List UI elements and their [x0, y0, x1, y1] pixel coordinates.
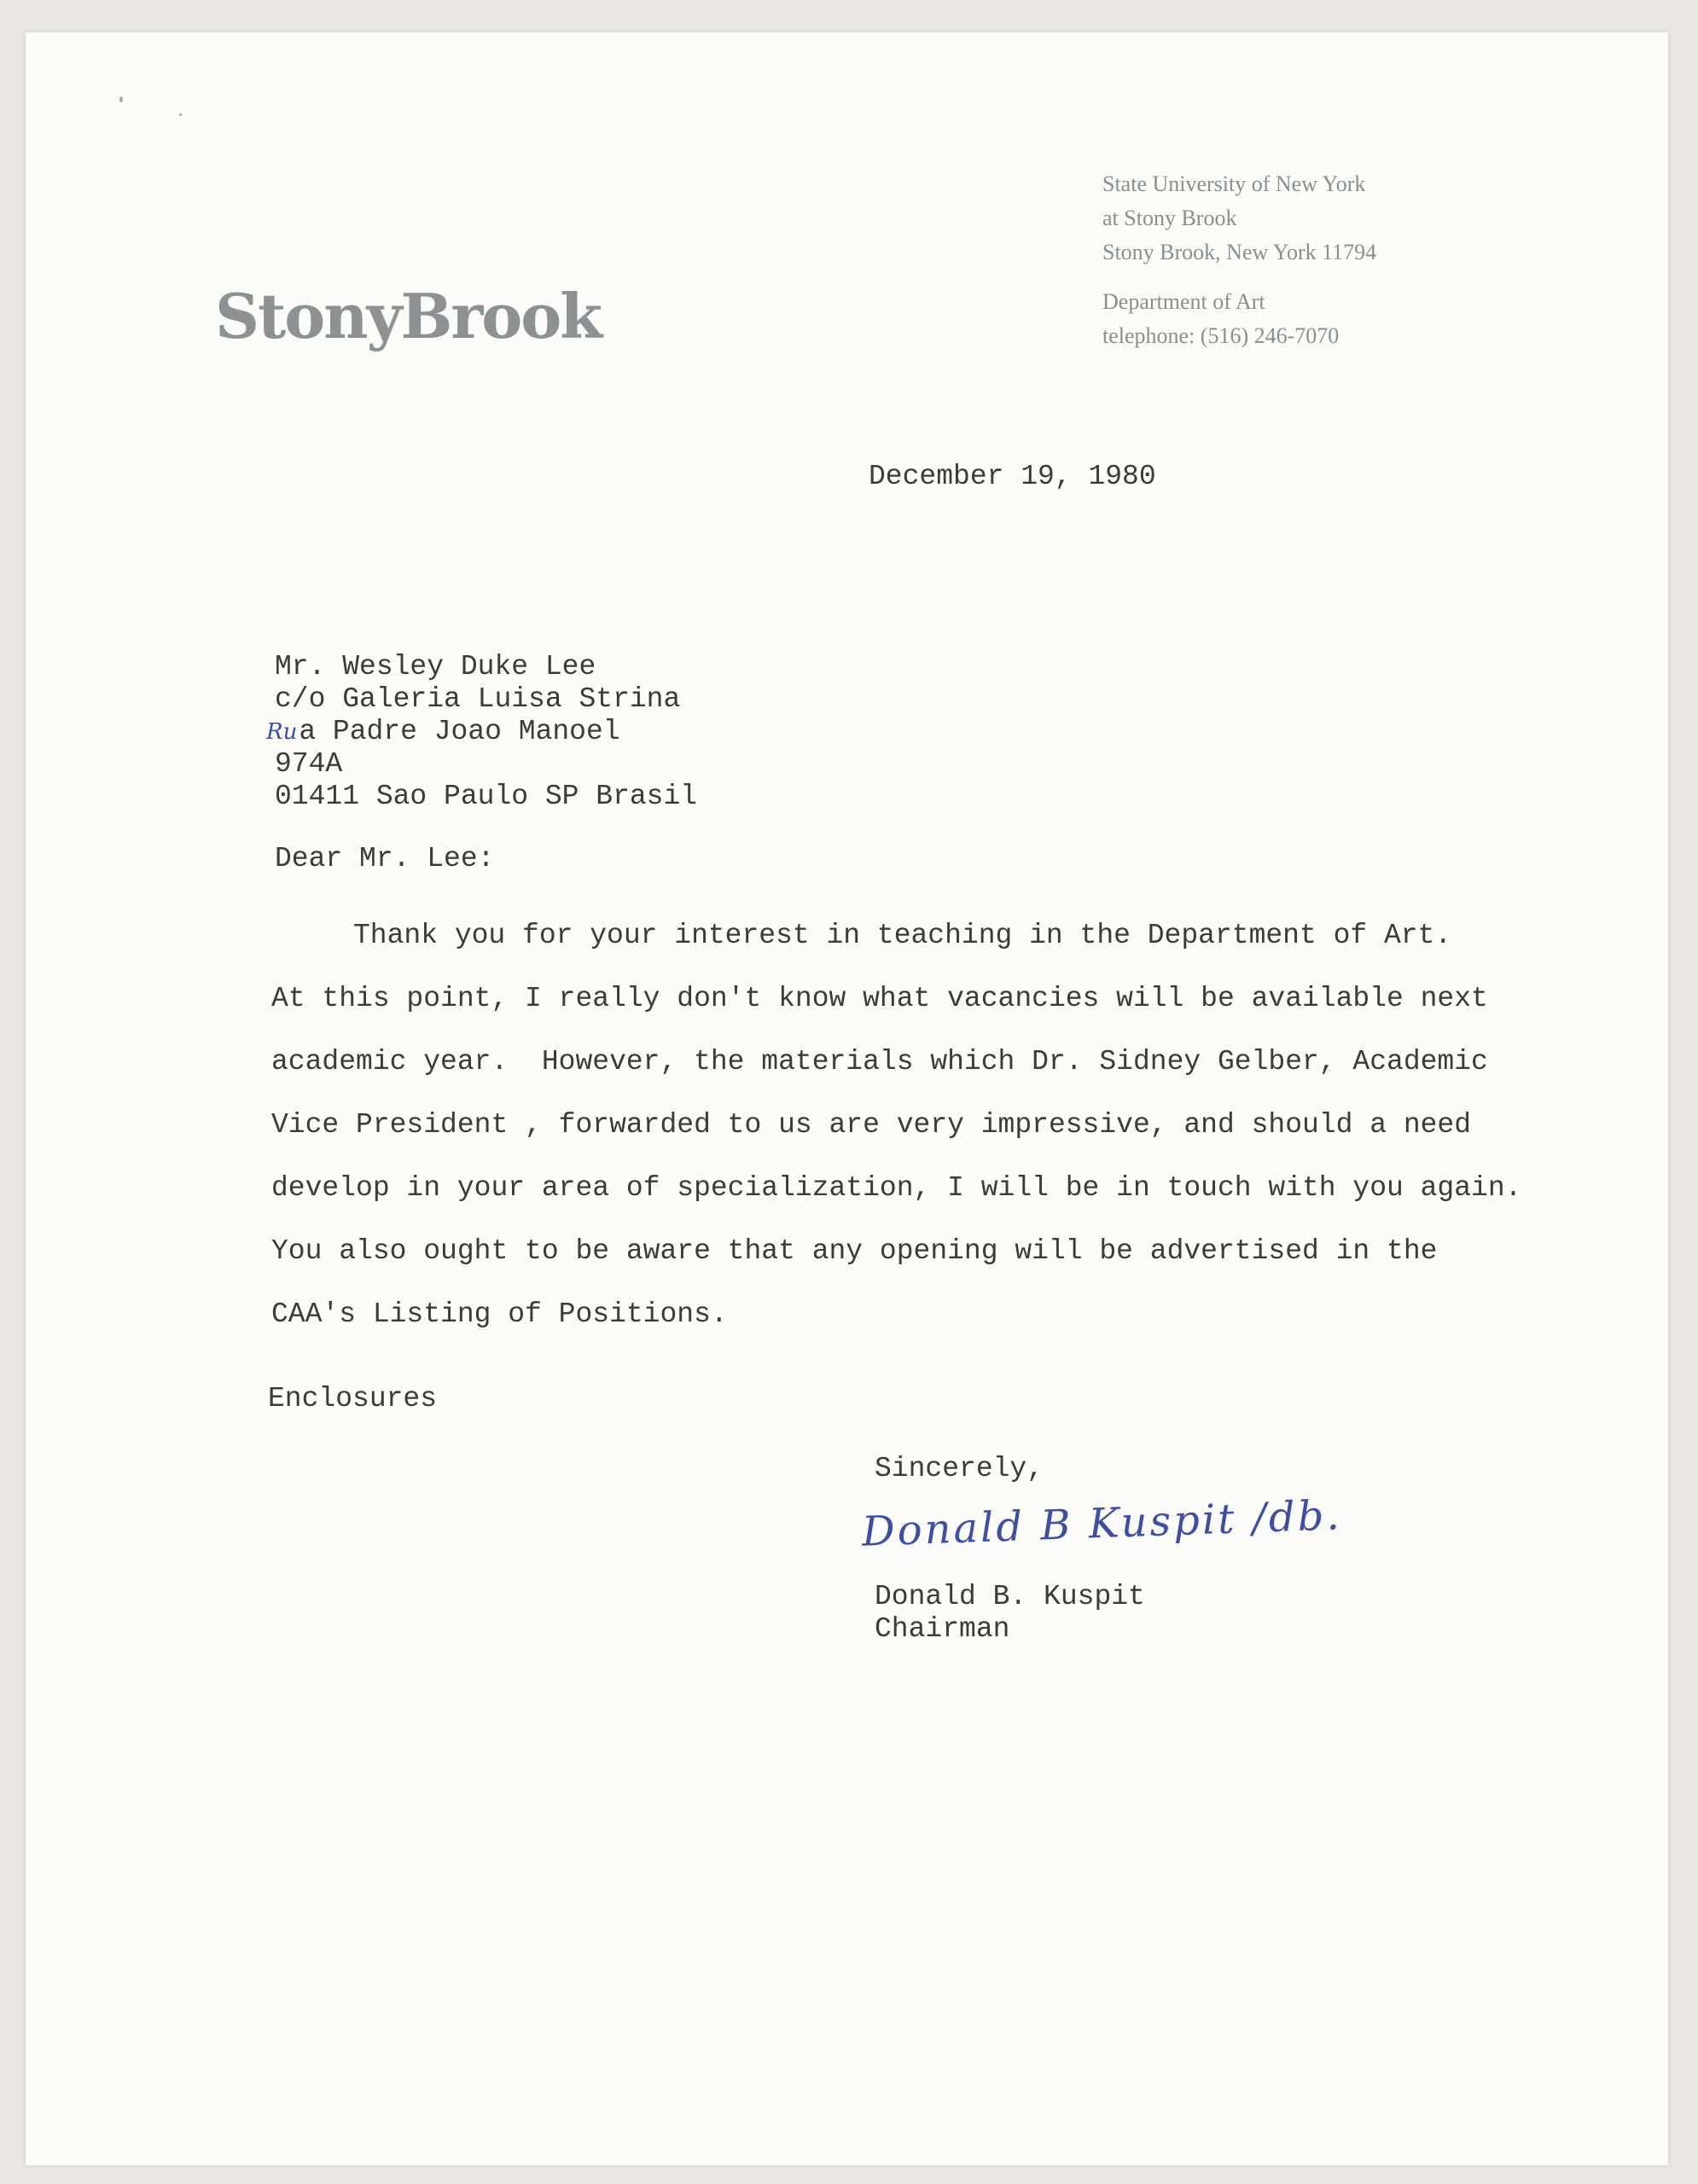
letterhead-address — [1102, 167, 1376, 353]
signer-block — [875, 1581, 1145, 1646]
enclosures-note: Enclosures — [268, 1383, 438, 1414]
handwritten-correction: Ru — [266, 719, 298, 745]
letter-body — [271, 904, 1522, 1346]
salutation: Dear Mr. Lee: — [275, 843, 495, 874]
signer-title: Chairman — [875, 1613, 1010, 1645]
recipient-address — [266, 651, 698, 813]
signer-name: Donald B. Kuspit — [875, 1581, 1145, 1612]
letterhead-line: at Stony Brook — [1102, 206, 1237, 230]
paper-speck — [179, 113, 182, 116]
letter-page — [26, 32, 1668, 2165]
body-line: CAA's Listing of Positions. — [271, 1298, 728, 1330]
recipient-line: 01411 Sao Paulo SP Brasil — [275, 781, 698, 812]
body-line: You also ought to be aware that any opening will be advertised in the — [271, 1235, 1438, 1267]
body-line: Thank you for your interest in teaching in the Department of Art. — [353, 920, 1452, 951]
letterhead-line: State University of New York — [1102, 171, 1366, 196]
body-line: develop in your area of specialization, I will be in touch with you again. — [271, 1172, 1522, 1204]
paper-speck — [119, 96, 123, 102]
recipient-name: Mr. Wesley Duke Lee — [275, 651, 596, 682]
recipient-line: 974A — [275, 748, 343, 780]
letterhead-telephone: telephone: (516) 246-7070 — [1102, 323, 1340, 348]
recipient-line: c/o Galeria Luisa Strina — [275, 683, 681, 715]
body-line: At this point, I really don't know what vacancies will be available next — [271, 983, 1488, 1014]
body-line: academic year. However, the materials which Dr. Sidney Gelber, Academic — [271, 1046, 1488, 1077]
body-line: Vice President , forwarded to us are very impressive, and should a need — [271, 1109, 1472, 1141]
closing: Sincerely, — [875, 1453, 1044, 1484]
handwritten-signature: Donald B Kuspit /db. — [861, 1491, 1343, 1556]
stony-brook-logo: StonyBrook — [215, 280, 602, 352]
letter-date: December 19, 1980 — [869, 461, 1156, 492]
letterhead-department: Department of Art — [1102, 289, 1265, 314]
letterhead-line: Stony Brook, New York 11794 — [1102, 240, 1377, 264]
recipient-line: Rua Padre Joao Manoel — [266, 716, 620, 747]
